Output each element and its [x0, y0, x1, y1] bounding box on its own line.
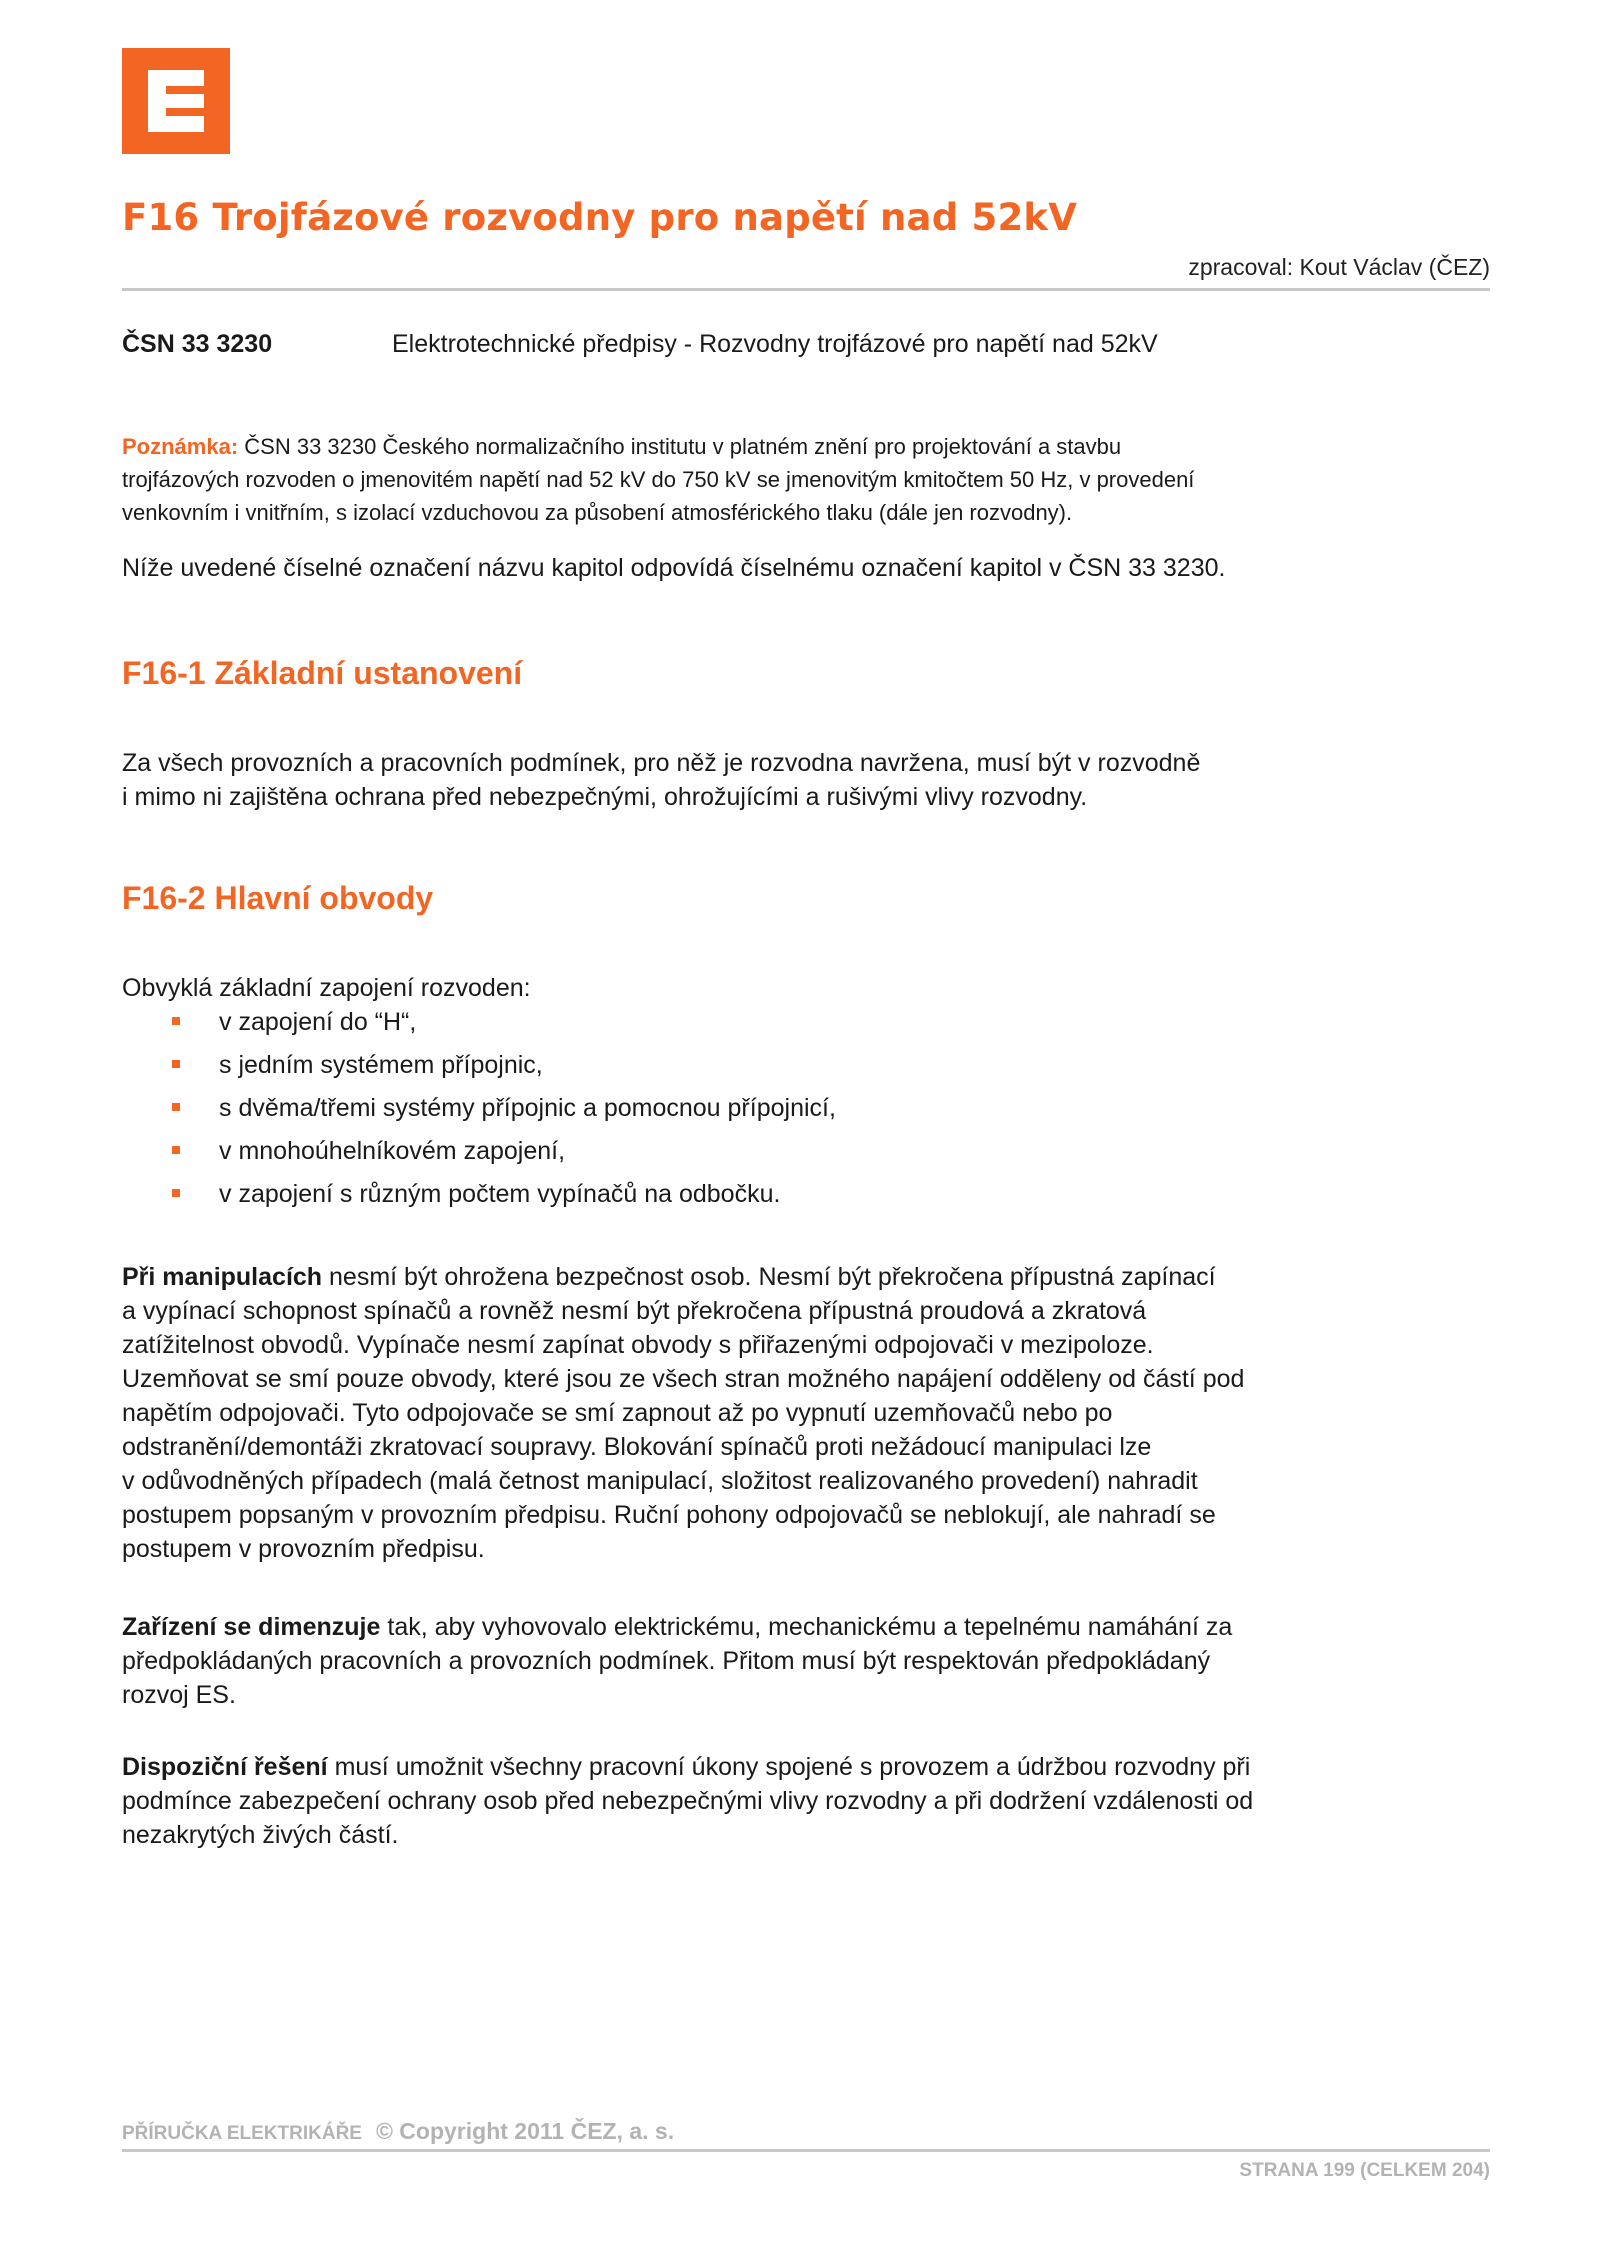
- manipulation-line-6: odstranění/demontáži zkratovací soupravy. Blokování spínačů proti nežádoucí manipulaci lze: [122, 1433, 1152, 1461]
- manipulation-line-9: postupem v provozním předpisu.: [122, 1535, 485, 1563]
- connection-types-list: [122, 1005, 836, 1220]
- note-text-line-3: venkovním i vnitřním, s izolací vzduchovou za působení atmosférického tlaku (dále jen rozvodny).: [122, 500, 1073, 525]
- bullet-icon: [172, 1146, 180, 1154]
- dimension-line-1: tak, aby vyhovovalo elektrickému, mechanickému a tepelnému namáhání za: [380, 1613, 1233, 1641]
- section-heading-1: F16-1 Základní ustanovení: [122, 655, 523, 691]
- manipulation-line-2: a vypínací schopnost spínačů a rovněž nesmí být překročena přípustná proudová a zkratová: [122, 1297, 1147, 1325]
- footer-title: PŘÍRUČKA ELEKTRIKÁŘE: [122, 2123, 362, 2144]
- list-item: [122, 1048, 836, 1091]
- list-item-text: v zapojení do “H“,: [219, 1008, 417, 1036]
- section-heading-2: F16-2 Hlavní obvody: [122, 880, 434, 916]
- author-line: zpracoval: Kout Václav (ČEZ): [1188, 254, 1490, 280]
- manipulation-line-3: zatížitelnost obvodů. Vypínače nesmí zapínat obvody s přiřazenými odpojovači v mezipoloze.: [122, 1331, 1154, 1359]
- list-item: [122, 1005, 836, 1048]
- bullet-icon: [172, 1103, 180, 1111]
- intro-paragraph: Níže uvedené číselné označení názvu kapitol odpovídá číselnému označení kapitol v ČSN 33 3230.: [122, 554, 1226, 582]
- cez-logo: [122, 48, 230, 154]
- section-1-line-2: i mimo ni zajištěna ochrana před nebezpečnými, ohrožujícími a rušivými vlivy rozvodny.: [122, 783, 1088, 811]
- dimension-lead: Zařízení se dimenzuje: [122, 1613, 381, 1641]
- layout-line-3: nezakrytých živých částí.: [122, 1821, 399, 1849]
- note-paragraph: [122, 430, 1492, 529]
- dimension-line-2: předpokládaných pracovních a provozních podmínek. Přitom musí být respektován předpokládaný: [122, 1647, 1211, 1675]
- list-item: [122, 1091, 836, 1134]
- dimension-paragraph: [122, 1610, 1492, 1712]
- bullet-icon: [172, 1189, 180, 1197]
- layout-line-2: podmínce zabezpečení ochrany osob před nebezpečnými vlivy rozvodny a při dodržení vzdálenosti od: [122, 1787, 1254, 1815]
- footer-divider: [122, 2149, 1490, 2152]
- list-item-text: v zapojení s různým počtem vypínačů na odbočku.: [219, 1180, 781, 1208]
- note-text-line-2: trojfázových rozvoden o jmenovitém napětí nad 52 kV do 750 kV se jmenovitým kmitočtem 50 Hz, v provedení: [122, 467, 1195, 492]
- manipulation-lead: Při manipulacích: [122, 1263, 323, 1291]
- footer-copyright: © Copyright 2011 ČEZ, a. s.: [375, 2118, 675, 2144]
- list-item: [122, 1177, 836, 1220]
- standard-code: ČSN 33 3230: [122, 330, 273, 358]
- note-text-line-1: ČSN 33 3230 Českého normalizačního institutu v platném znění pro projektování a stavbu: [244, 434, 1122, 459]
- list-item-text: s dvěma/třemi systémy přípojnic a pomocnou přípojnicí,: [219, 1094, 836, 1122]
- bullet-icon: [172, 1060, 180, 1068]
- standard-description: Elektrotechnické předpisy - Rozvodny trojfázové pro napětí nad 52kV: [392, 330, 1158, 358]
- list-item-text: v mnohoúhelníkovém zapojení,: [219, 1137, 566, 1165]
- layout-line-1: musí umožnit všechny pracovní úkony spojené s provozem a údržbou rozvodny při: [327, 1753, 1251, 1781]
- list-item-text: s jedním systémem přípojnic,: [219, 1051, 543, 1079]
- section-1-paragraph: [122, 746, 1492, 814]
- manipulation-line-8: postupem popsaným v provozním předpisu. Ruční pohony odpojovačů se neblokují, ale nahradí se: [122, 1501, 1216, 1529]
- dimension-line-3: rozvoj ES.: [122, 1681, 236, 1709]
- page-title: F16 Trojfázové rozvodny pro napětí nad 52kV: [122, 196, 1078, 239]
- layout-paragraph: [122, 1750, 1492, 1852]
- manipulation-paragraph: [122, 1260, 1492, 1566]
- section-1-line-1: Za všech provozních a pracovních podmínek, pro něž je rozvodna navržena, musí být v rozvodně: [122, 749, 1201, 777]
- manipulation-line-7: v odůvodněných případech (malá četnost manipulací, složitost realizovaného provedení) nahradit: [122, 1467, 1198, 1495]
- manipulation-line-4: Uzemňovat se smí pouze obvody, které jsou ze všech stran možného napájení odděleny od částí pod: [122, 1365, 1245, 1393]
- layout-lead: Dispoziční řešení: [122, 1753, 328, 1781]
- bullet-icon: [172, 1017, 180, 1025]
- page-number: STRANA 199 (CELKEM 204): [1239, 2160, 1490, 2181]
- list-intro: Obvyklá základní zapojení rozvoden:: [122, 974, 531, 1002]
- footer-publication: [122, 2118, 674, 2145]
- header-divider: [122, 288, 1490, 291]
- manipulation-line-1: nesmí být ohrožena bezpečnost osob. Nesmí být překročena přípustná zapínací: [322, 1263, 1216, 1291]
- manipulation-line-5: napětím odpojovači. Tyto odpojovače se smí zapnout až po vypnutí uzemňovačů nebo po: [122, 1399, 1113, 1427]
- note-label: Poznámka:: [122, 434, 239, 459]
- list-item: [122, 1134, 836, 1177]
